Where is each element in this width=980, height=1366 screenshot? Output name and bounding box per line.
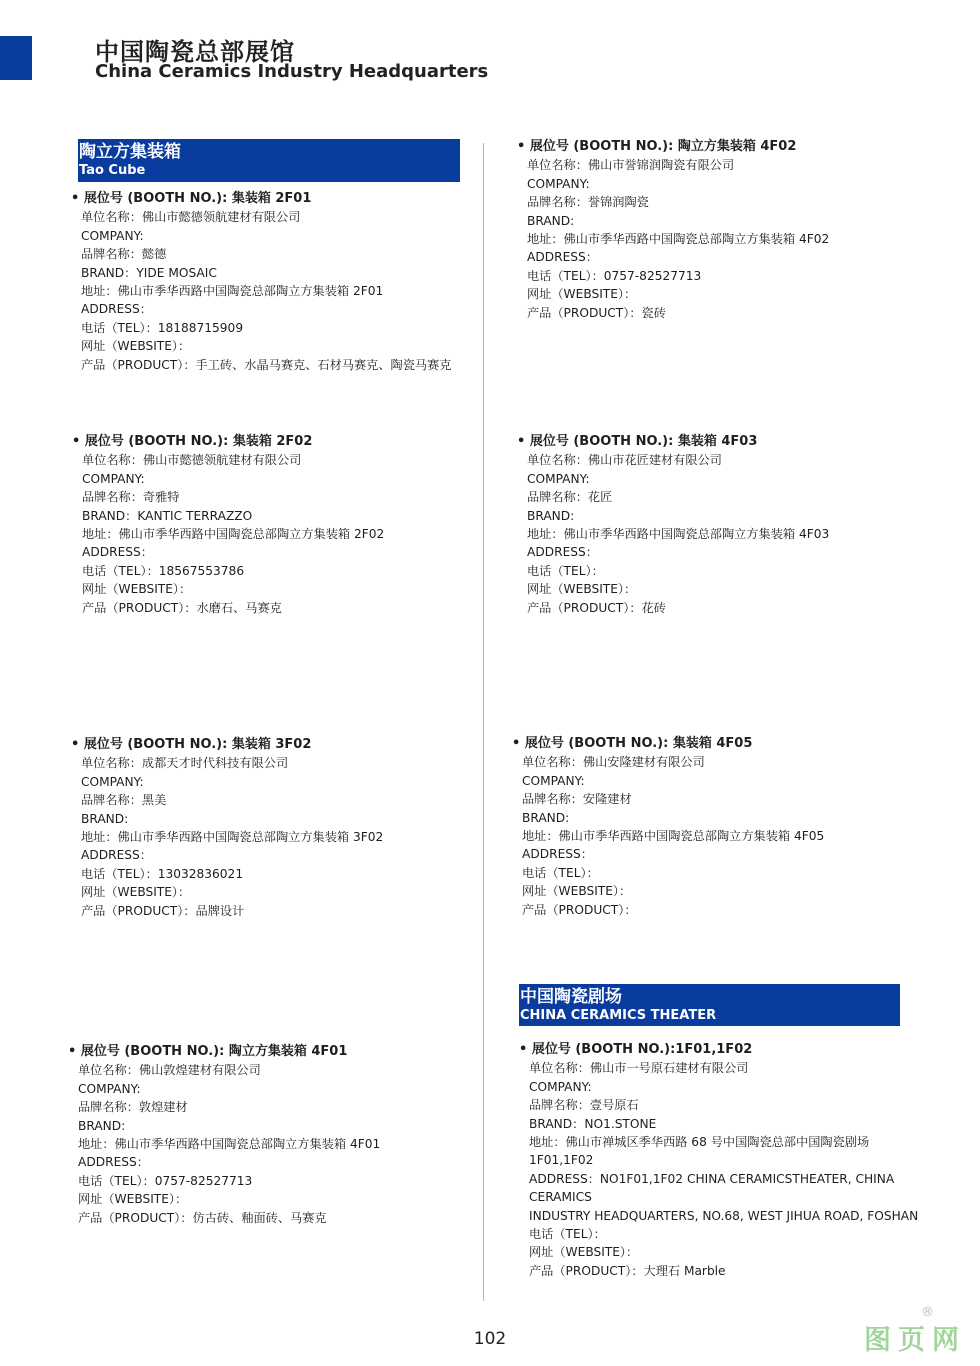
product-line: 产品（PRODUCT）：仿古砖、釉面砖、马赛克	[78, 1210, 327, 1225]
address-en-line: ADDRESS：	[527, 545, 598, 560]
brand-line: 品牌名称：懿德	[81, 247, 167, 262]
brand-en-line: BRAND:	[78, 1118, 126, 1133]
address-line: 地址：佛山市季华西路中国陶瓷总部陶立方集装箱 4F05	[522, 829, 825, 844]
section-title-en: CHINA CERAMICS THEATER	[520, 1008, 717, 1023]
section-title-en: Tao Cube	[79, 163, 146, 178]
product-line: 产品（PRODUCT）：瓷砖	[527, 305, 666, 320]
brand-line: 品牌名称：敦煌建材	[78, 1100, 188, 1115]
section-banner-theater	[519, 984, 900, 1026]
product-line: 产品（PRODUCT）：水磨石、马赛克	[82, 600, 282, 615]
address-en-line: ADDRESS：	[81, 848, 152, 863]
company-en-line: COMPANY:	[529, 1079, 592, 1094]
company-line: 单位名称：佛山市誉锦润陶瓷有限公司	[527, 158, 735, 173]
brand-line: 品牌名称：誉锦润陶瓷	[527, 195, 649, 210]
booth-entry-2f01	[71, 190, 452, 374]
company-en-line: COMPANY:	[81, 774, 144, 789]
booth-heading: • 展位号 (BOOTH NO.): 陶立方集装箱 4F01	[68, 1044, 348, 1059]
brand-en-line: BRAND:	[527, 508, 575, 523]
address-en-line-cont: INDUSTRY HEADQUARTERS, NO.68, WEST JIHUA ROAD, FOSHAN	[529, 1208, 919, 1223]
booth-heading: • 展位号 (BOOTH NO.): 集装箱 2F01	[71, 191, 312, 206]
address-line: 地址：佛山市禅城区季华西路 68 号中国陶瓷总部中国陶瓷剧场	[529, 1135, 870, 1150]
booth-heading: • 展位号 (BOOTH NO.): 集装箱 4F03	[517, 434, 758, 449]
company-en-line: COMPANY:	[82, 471, 145, 486]
brand-en-line: BRAND：NO1.STONE	[529, 1116, 657, 1131]
product-line: 产品（PRODUCT）：大理石 Marble	[529, 1263, 726, 1278]
tel-line: 电话（TEL）：18188715909	[81, 320, 244, 335]
brand-en-line: BRAND:	[522, 810, 570, 825]
brand-en-line: BRAND:	[81, 811, 129, 826]
brand-en-line: BRAND：YIDE MOSAIC	[81, 265, 217, 280]
watermark-logo: 图页网	[864, 1325, 966, 1356]
product-line: 产品（PRODUCT）：	[522, 902, 637, 917]
website-line: 网址（WEBSITE）：	[527, 287, 637, 302]
address-line: 地址：佛山市季华西路中国陶瓷总部陶立方集装箱 4F02	[527, 232, 830, 247]
booth-entry-4f03	[517, 433, 830, 617]
product-line: 产品（PRODUCT）：花砖	[527, 600, 666, 615]
company-line: 单位名称：佛山市一号原石建材有限公司	[529, 1061, 749, 1076]
product-line: 产品（PRODUCT）：品牌设计	[81, 903, 245, 918]
address-en-line-cont: CERAMICS	[529, 1190, 592, 1205]
booth-heading: • 展位号 (BOOTH NO.): 集装箱 4F05	[512, 736, 753, 751]
company-line: 单位名称：佛山敦煌建材有限公司	[78, 1063, 261, 1078]
website-line: 网址（WEBSITE）：	[529, 1245, 639, 1260]
column-divider	[483, 143, 484, 1301]
booth-heading: • 展位号 (BOOTH NO.): 集装箱 2F02	[72, 434, 313, 449]
brand-line: 品牌名称：壹号原石	[529, 1098, 639, 1113]
website-line: 网址（WEBSITE）：	[522, 884, 632, 899]
company-en-line: COMPANY:	[81, 228, 144, 243]
company-en-line: COMPANY:	[527, 176, 590, 191]
company-line: 单位名称：佛山安隆建材有限公司	[522, 755, 705, 770]
brand-en-line: BRAND:	[527, 213, 575, 228]
brand-line: 品牌名称：黑美	[81, 793, 167, 808]
section-title-cn: 陶立方集装箱	[79, 142, 181, 162]
corner-accent-block	[0, 36, 32, 80]
tel-line: 电话（TEL）：0757-82527713	[527, 268, 702, 283]
address-line: 地址：佛山市季华西路中国陶瓷总部陶立方集装箱 4F01	[78, 1137, 381, 1152]
address-en-line: ADDRESS：	[527, 250, 598, 265]
company-en-line: COMPANY:	[522, 773, 585, 788]
address-en-line: ADDRESS：	[81, 302, 152, 317]
booth-entry-4f02	[517, 138, 830, 322]
booth-entry-3f02	[71, 736, 384, 920]
company-line: 单位名称：成都天才时代科技有限公司	[81, 756, 289, 771]
company-line: 单位名称：佛山市懿德领航建材有限公司	[81, 210, 301, 225]
address-en-line: ADDRESS：NO1F01,1F02 CHINA CERAMICSTHEATER, CHINA	[529, 1171, 895, 1186]
address-line: 地址：佛山市季华西路中国陶瓷总部陶立方集装箱 2F02	[82, 527, 385, 542]
address-en-line: ADDRESS：	[522, 847, 593, 862]
page-title-en: China Ceramics Industry Headquarters	[95, 61, 489, 82]
booth-entry-4f01	[68, 1043, 381, 1227]
booth-entry-4f05	[512, 735, 825, 919]
tel-line: 电话（TEL）：	[527, 563, 604, 578]
booth-heading: • 展位号 (BOOTH NO.): 陶立方集装箱 4F02	[517, 139, 797, 154]
tel-line: 电话（TEL）：0757-82527713	[78, 1173, 253, 1188]
registered-mark: ®	[921, 1305, 934, 1320]
brand-line: 品牌名称：安隆建材	[522, 792, 632, 807]
company-line: 单位名称：佛山市懿德领航建材有限公司	[82, 453, 302, 468]
address-line: 地址：佛山市季华西路中国陶瓷总部陶立方集装箱 4F03	[527, 527, 830, 542]
website-line: 网址（WEBSITE）：	[527, 582, 637, 597]
tel-line: 电话（TEL）：	[529, 1227, 606, 1242]
page-number: 102	[473, 1329, 507, 1349]
company-en-line: COMPANY:	[527, 471, 590, 486]
company-en-line: COMPANY:	[78, 1081, 141, 1096]
brand-line: 品牌名称：奇雅特	[82, 490, 180, 505]
section-banner-tao-cube	[78, 139, 460, 182]
brand-en-line: BRAND：KANTIC TERRAZZO	[82, 508, 253, 523]
address-en-line: ADDRESS：	[78, 1155, 149, 1170]
website-line: 网址（WEBSITE）：	[81, 885, 191, 900]
tel-line: 电话（TEL）：13032836021	[81, 866, 244, 881]
address-en-line: ADDRESS：	[82, 545, 153, 560]
website-line: 网址（WEBSITE）：	[81, 339, 191, 354]
section-title-cn: 中国陶瓷剧场	[520, 987, 622, 1007]
brand-line: 品牌名称：花匠	[527, 490, 613, 505]
booth-entry-1f01-1f02	[519, 1041, 919, 1280]
tel-line: 电话（TEL）：18567553786	[82, 563, 245, 578]
website-line: 网址（WEBSITE）：	[78, 1192, 188, 1207]
page-title-cn: 中国陶瓷总部展馆	[95, 38, 295, 66]
booth-entry-2f02	[72, 433, 385, 617]
address-line: 地址：佛山市季华西路中国陶瓷总部陶立方集装箱 2F01	[81, 284, 384, 299]
company-line: 单位名称：佛山市花匠建材有限公司	[527, 453, 722, 468]
website-line: 网址（WEBSITE）：	[82, 582, 192, 597]
tel-line: 电话（TEL）：	[522, 865, 599, 880]
booth-heading: • 展位号 (BOOTH NO.): 集装箱 3F02	[71, 737, 312, 752]
product-line: 产品（PRODUCT）：手工砖、水晶马赛克、石材马赛克、陶瓷马赛克	[81, 357, 452, 372]
address-line-cont: 1F01,1F02	[529, 1153, 594, 1168]
address-line: 地址：佛山市季华西路中国陶瓷总部陶立方集装箱 3F02	[81, 830, 384, 845]
booth-heading: • 展位号 (BOOTH NO.):1F01,1F02	[519, 1042, 753, 1057]
